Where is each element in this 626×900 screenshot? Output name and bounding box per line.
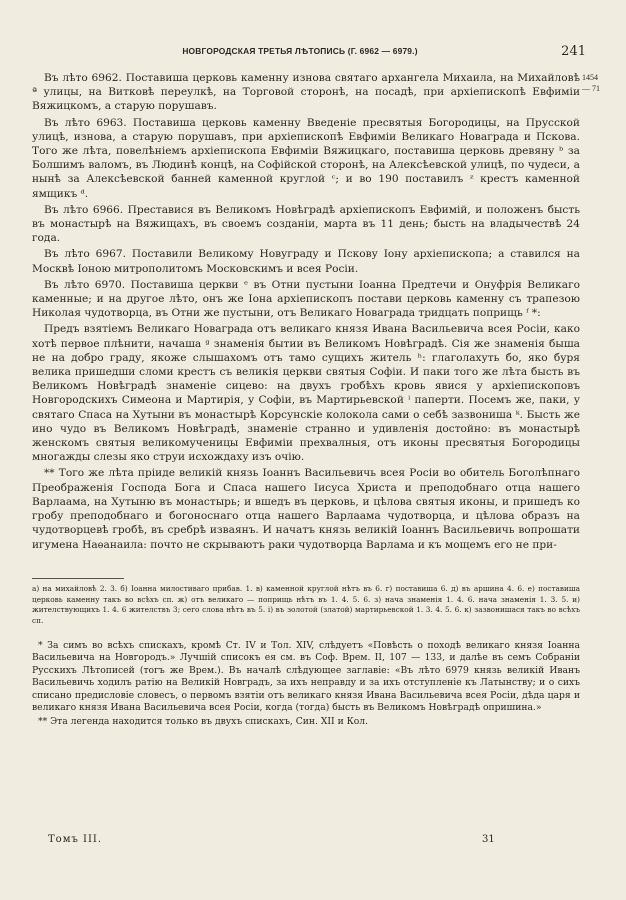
running-title: НОВГОРОДСКАЯ ТРЕТЬЯ ЛѢТОПИСЬ (Г. 6962 — 6979.)	[182, 46, 418, 56]
page-header	[30, 44, 596, 62]
page-footer	[48, 834, 508, 848]
variant-readings-text: а) на михайловѣ 2. 3. б) Іоанна милостиваго прибав. 1. в) каменной круглой нѣтъ въ 6. г) поставиша 6. д) въ аршина 4. 6. е) поставиша церковь каменну такъ во всѣхъ сп. ж) отъ великаго — поприщь нѣтъ въ 1. 4. 5. 6. з) нача знаменія 1. 4. 6. нача знаменія 1. 3. 5. и) жителствующихъ 1. 4. 6 жителствъ 3; сего слова нѣтъ въ 5. і) въ золотой (златой) мартирьевской 1. 3. 4. 5. 6. к) зазвонишася такъ во всѣхъ сп.	[32, 584, 580, 625]
signature-mark: 31	[482, 834, 495, 845]
entry-6970: Въ лѣто 6970. Поставиша церкви ᵉ въ Отни пустыни Іоанна Предтечи и Онуфрія Великаго каменные; и на другое лѣто, онъ же Іона архіепископъ постави церковь каменну съ трапезою Николая чудотворца, въ Отни же пустыни, отъ Великаго Новаграда тридцать поприщь ᶠ *:	[32, 278, 580, 320]
variant-readings	[32, 584, 580, 626]
entry-6963: Въ лѣто 6963. Поставиша церковь каменну Введеніе пресвятыя Богородицы, на Прусской улицѣ, изнова, а старую порушавъ, при архіепископѣ Евфиміи Великаго Новаграда и Пскова. Того же лѣта, повелѣніемъ архіепископа Евфиміи Вяжицкаго, поставиша церковь древяну ᵇ за Болшимъ валомъ, въ Людинѣ концѣ, на Софійской сторонѣ, на Алексѣевской улицѣ, по чудеси, а нынѣ за Алексѣевской банней каменной круглой ᶜ; и во 190 поставилъ ᶻ крестъ каменной ямщикъ ᵈ.	[32, 116, 580, 200]
volume-label: Томъ III.	[48, 834, 103, 845]
footnote-rule	[32, 578, 124, 579]
entry-6966: Въ лѣто 6966. Преставися въ Великомъ Новѣградѣ архіепископъ Евфимій, и положенъ бысть въ монастырѣ на Вяжищахъ, въ своемъ созданіи, марта въ 11 день; бысть на владычествѣ 24 года.	[32, 203, 580, 245]
footnote-double-star: ** Эта легенда находится только въ двухъ спискахъ, Син. XII и Кол.	[38, 716, 369, 728]
footnotes	[32, 640, 580, 731]
entry-6962: Въ лѣто 6962. Поставиша церковь каменну изнова святаго архангела Михаила, на Михайловѣ ª улицы, на Витковѣ переулкѣ, на Торговой сторонѣ, на посадѣ, при архіепископѣ Евфиміи Вяжицкомъ, а старую порушавъ.	[32, 72, 580, 113]
page-number: 241	[561, 44, 586, 59]
omens-paragraph: Предъ взятіемъ Великаго Новаграда отъ великаго князя Ивана Васильевича всея Росіи, како хотѣ первое плѣнити, начаша ᵍ знаменія бытии въ Великомъ Новѣградѣ. Сія же знаменія быша не на добро граду, якоже слышахомъ отъ тамо сущихъ житель ʰ: глаголахуть бо, яко буря велика пришедши сломи крестъ съ великія церкви святыя Софіи. И паки того же лѣта бысть въ Великомъ Новѣградѣ знаменіе сицево: на двухъ гробѣхъ кровь явися у архіепископовъ Новгородскихъ Симеона и Мартирія, у Софіи, въ Мартирьевской ⁱ паперти. Посемъ же, паки, у святаго Спаса на Хутыни въ монастырѣ Корсунскіе колокола сами о себѣ зазвониша ᵏ. Бысть же ино чудо въ Великомъ Новѣградѣ, знаменіе странно и удивленія достойно: въ монастырѣ женскомъ святыя великомученицы Евфиміи прехвалныя, отъ иконы пресвятыя Богородицы многажды слезы яко струи исхождаху изъ очію.	[32, 323, 580, 464]
chronicle-text	[32, 71, 580, 554]
margin-year-range: — 71	[582, 84, 600, 93]
footnote-star: * За симъ во всѣхъ спискахъ, кромѣ Ст. IV и Тол. XIV, слѣдуетъ «Повѣсть о походѣ великаго князя Іоанна Васильевича на Новгородъ.» Лучшій списокъ ея см. въ Соф. Врем. II, 107 — 133, и далѣе въ семъ Собраніи Русскихъ Лѣтописей (тогъ же Врем.). Въ началѣ слѣдующее заглавіе: «Въ лѣто 6979 князь великій Иванъ Васильевичь ходилъ ратію на Великій Новградъ, за ихъ неправду и за ихъ отступленіе къ Латынству; и о сихъ списано предисловіе словесъ, о первомъ взятіи отъ великаго князя Ивана Васильевича всея Росіи, дѣда царя и великаго князя Ивана Васильевича всея Росіи, когда (тогда) бысть въ Великомъ Новѣградѣ опришина.»	[32, 640, 580, 714]
entry-6967: Въ лѣто 6967. Поставили Великому Новуграду и Пскову Іону архіепископа; а ставился на Москвѣ Іоною митрополитомъ Московскимъ и всея Росіи.	[32, 248, 580, 275]
margin-year-start: 1454	[582, 73, 598, 82]
khutyn-legend-paragraph: ** Того же лѣта пріиде великій князь Іоаннъ Васильевичь всея Росіи во обитель Боголѣпнаго Преображенія Господа Бога и Спаса нашего Іисуса Христа и преподобнаго отца нашего Варлаама, на Хутыню въ монастырь; и вшедъ въ церковь, и цѣлова святыя иконы, и пришедъ ко гробу преподобнаго и богоноснаго отца нашего Варлаама чудотворца, и цѣлова образъ на чудотворцевѣ гробѣ, въ сребрѣ изваянъ. И начатъ князь великій Іоаннъ Васильевичь вопрошати игумена Наѳанаила: почто не скрываютъ раки чудотворца Варлама и къ мощемъ его не при-	[32, 467, 580, 551]
